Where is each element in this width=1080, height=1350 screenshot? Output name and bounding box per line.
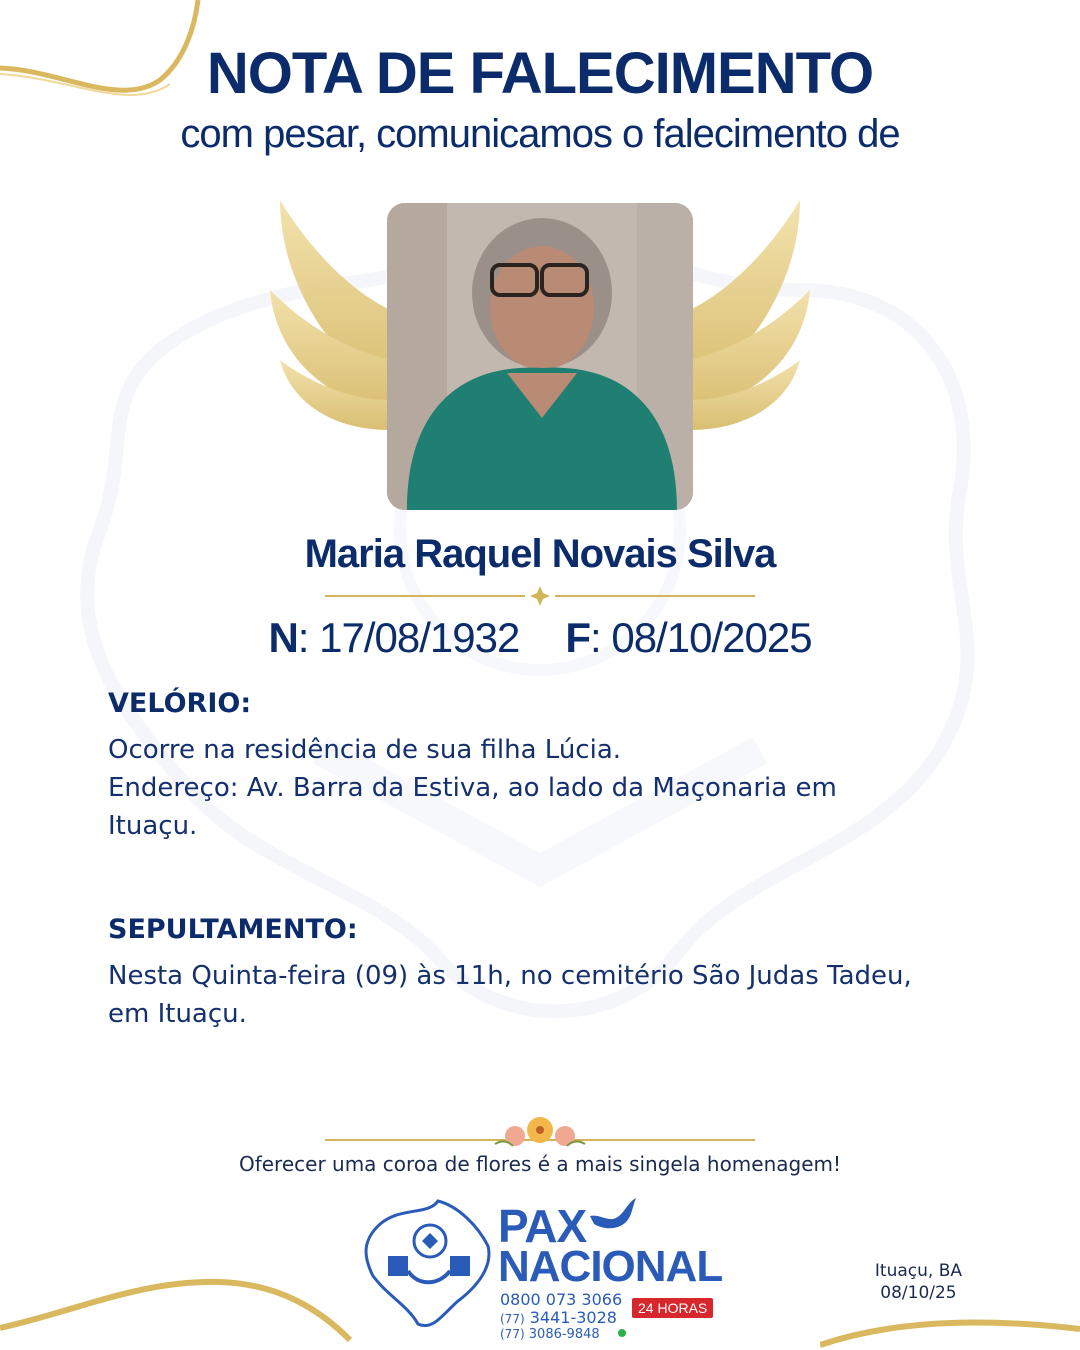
wake-details	[108, 731, 978, 845]
phone-area: (77)	[500, 1312, 525, 1326]
dove-icon	[588, 1196, 638, 1236]
burial-heading: SEPULTAMENTO:	[108, 914, 358, 945]
tribute-text: Oferecer uma coroa de flores é a mais singela homenagem!	[238, 1152, 842, 1176]
wake-line: Ocorre na residência de sua filha Lúcia.	[108, 735, 622, 765]
phone-area: (77)	[500, 1327, 525, 1341]
whatsapp-icon	[618, 1329, 626, 1337]
wake-heading: VELÓRIO:	[108, 688, 252, 719]
wake-line: Endereço: Av. Barra da Estiva, ao lado da Maçonaria em	[108, 773, 837, 803]
deceased-name: Maria Raquel Novais Silva	[304, 532, 776, 576]
page-subtitle: com pesar, comunicamos o falecimento de	[180, 112, 900, 156]
wake-line: Ituaçu.	[108, 811, 198, 841]
brand-name-line1: PAX	[498, 1200, 587, 1252]
birth-label: N	[268, 614, 298, 661]
burial-line: Nesta Quinta-feira (09) às 11h, no cemitério São Judas Tadeu,	[108, 961, 912, 991]
24h-badge: 24 HORAS	[632, 1298, 713, 1318]
phone-secondary	[500, 1308, 617, 1327]
birth-date: 17/08/1932	[319, 614, 520, 661]
death-label: F	[565, 614, 590, 661]
deceased-photo	[387, 203, 693, 510]
dates-row: N: 17/08/1932 F: 08/10/2025	[268, 614, 812, 661]
issue-date: 08/10/25	[880, 1283, 957, 1303]
city-label: Ituaçu, BA	[874, 1261, 962, 1281]
phone-number: 3086-9848	[528, 1327, 600, 1342]
burial-line: em Ituaçu.	[108, 999, 247, 1029]
phone-whatsapp	[500, 1327, 600, 1342]
star-icon	[530, 586, 550, 606]
map-handshake-logo-icon	[358, 1196, 498, 1331]
gold-swoosh-bottom-left	[0, 1270, 360, 1350]
flowers-icon	[325, 1108, 755, 1158]
phone-main: 0800 073 3066	[500, 1290, 623, 1309]
place-date	[875, 1260, 962, 1304]
page-title: NOTA DE FALECIMENTO	[206, 41, 874, 106]
death-date: 08/10/2025	[611, 614, 812, 661]
name-divider	[325, 586, 755, 606]
brand-name-line2: NACIONAL	[498, 1242, 723, 1291]
phone-number: 3441-3028	[529, 1308, 617, 1327]
burial-details	[108, 957, 978, 1033]
